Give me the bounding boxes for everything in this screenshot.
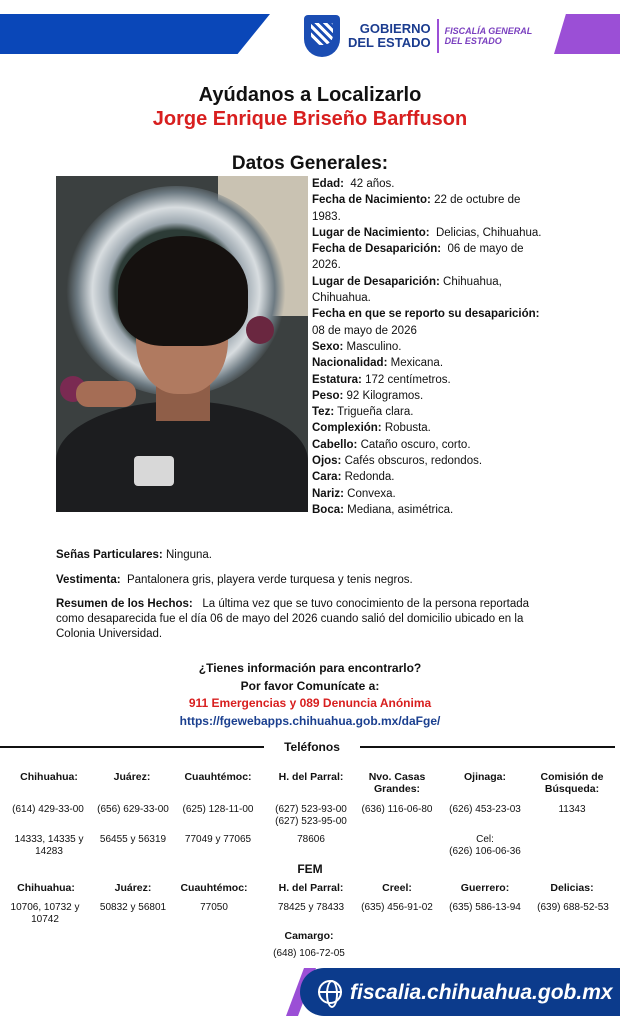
- tel-head-juarez: Juárez:: [113, 771, 151, 783]
- tel-ojinaga-2: Cel: (626) 106-06-36: [449, 834, 521, 857]
- fem-camargo: (648) 106-72-05: [273, 948, 345, 959]
- tel-parral-2: 78606: [297, 834, 325, 845]
- detail-cara: Cara: Redonda.: [312, 471, 395, 484]
- gobierno-line: GOBIERNO: [359, 21, 431, 36]
- tel-juarez-1: (656) 629-33-00: [97, 804, 169, 815]
- tel-casas-1: (636) 116-06-80: [361, 804, 433, 815]
- person-photo: [56, 176, 308, 512]
- gobierno-text: [348, 22, 431, 50]
- fiscalia-line-2: DEL ESTADO: [444, 36, 502, 46]
- fem-head-chihuahua: Chihuahua:: [17, 882, 75, 894]
- header-purple-bar: [554, 14, 620, 54]
- telefonos-heading: Teléfonos: [284, 740, 340, 754]
- detail-frep: Fecha en que se reporto su desaparición:: [312, 308, 540, 321]
- header-blue-bar: [0, 14, 270, 54]
- person-name: Jorge Enrique Briseño Barffuson: [152, 108, 468, 130]
- detail-edad: Edad: 42 años.: [312, 178, 395, 190]
- detail-fnac-2: 1983.: [312, 210, 341, 223]
- detail-tez: Tez: Trigueña clara.: [312, 406, 414, 419]
- fiscalia-text: [445, 26, 533, 46]
- contact-block: [0, 660, 620, 730]
- fem-creel: (635) 456-91-02: [361, 902, 433, 913]
- tel-ojinaga-1: (626) 453-23-03: [449, 804, 521, 815]
- tel-parral-1: (627) 523-93-00 (627) 523-95-00: [275, 804, 347, 827]
- fiscalia-line: FISCALÍA GENERAL: [444, 26, 533, 36]
- tel-juarez-2: 56455 y 56319: [99, 834, 167, 845]
- fem-head-cuauhtemoc: Cuauhtémoc:: [180, 882, 248, 894]
- logo-divider: [437, 19, 439, 53]
- globe-icon: [318, 980, 342, 1004]
- fem-parral: 78425 y 78433: [277, 902, 345, 913]
- fem-head-juarez: Juárez:: [114, 882, 152, 894]
- tel-cuauhtemoc-2: 77049 y 77065: [184, 834, 252, 845]
- report-link[interactable]: https://fgewebapps.chihuahua.gob.mx/daFge/: [179, 713, 441, 728]
- ask-question: ¿Tienes información para encontrarlo?: [198, 661, 422, 675]
- detail-est: Estatura: 172 centímetros.: [312, 373, 451, 386]
- tel-chihuahua-1: (614) 429-33-00: [12, 804, 84, 815]
- detail-nac: Nacionalidad: Mexicana.: [312, 357, 444, 370]
- detail-fdes: Fecha de Desaparición: 06 de mayo de: [312, 243, 524, 256]
- shield-icon: [304, 15, 340, 57]
- fem-heading: FEM: [297, 862, 323, 876]
- tel-chihuahua-2: 14333, 14335 y 14283: [14, 834, 84, 857]
- fem-head-delicias: Delicias:: [550, 882, 594, 894]
- tel-head-ojinaga: Ojinaga:: [463, 771, 506, 783]
- page-title: Ayúdanos a Localizarlo: [198, 84, 422, 106]
- fem-delicias: (639) 688-52-53: [537, 902, 609, 913]
- detail-lnac: Lugar de Nacimiento: Delicias, Chihuahua.: [312, 226, 542, 239]
- tel-head-comision: Comisión de Búsqueda:: [540, 771, 604, 795]
- senas-particulares: Señas Particulares: Ninguna.: [56, 549, 213, 561]
- divider-left: [0, 746, 264, 748]
- emergency-numbers: 911 Emergencias y 089 Denuncia Anónima: [188, 696, 432, 710]
- detail-peso: Peso: 92 Kilogramos.: [312, 389, 424, 402]
- fem-head-guerrero: Guerrero:: [460, 882, 510, 894]
- tel-head-parral: H. del Parral:: [278, 771, 344, 783]
- detail-ojos: Ojos: Cafés obscuros, redondos.: [312, 455, 483, 468]
- detail-cab: Cabello: Cataño oscuro, corto.: [312, 438, 471, 451]
- fem-guerrero: (635) 586-13-94: [449, 902, 521, 913]
- detail-fnac: Fecha de Nacimiento: 22 de octubre de: [312, 194, 521, 207]
- fem-juarez: 50832 y 56801: [99, 902, 167, 913]
- del-estado-line: DEL ESTADO: [348, 35, 431, 50]
- detail-ldes-2: Chihuahua.: [312, 292, 371, 305]
- detail-frep-2: 08 de mayo de 2026: [312, 324, 417, 337]
- government-logo: [304, 14, 554, 58]
- resumen-hechos: Resumen de los Hechos: La última vez que se tuvo conocimiento de la persona reportada como desaparecida fue el día 06 de mayo del 2026 cuando salió del domicilio ubicado en la Colonia Universidad.: [56, 598, 530, 640]
- fem-chihuahua: 10706, 10732 y 10742: [10, 902, 80, 925]
- fem-head-camargo: Camargo:: [284, 930, 334, 942]
- footer-website[interactable]: fiscalia.chihuahua.gob.mx: [350, 981, 613, 1004]
- fem-head-creel: Creel:: [382, 882, 412, 894]
- fem-head-parral: H. del Parral:: [278, 882, 344, 894]
- details-list: [312, 176, 612, 518]
- detail-comp: Complexión: Robusta.: [312, 422, 431, 435]
- fem-cuauhtemoc: 77050: [200, 902, 228, 913]
- detail-sexo: Sexo: Masculino.: [312, 340, 402, 353]
- divider-right: [360, 746, 615, 748]
- tel-head-casas: Nvo. Casas Grandes:: [368, 771, 426, 795]
- ask-contact: Por favor Comunícate a:: [240, 678, 380, 693]
- tel-head-cuauhtemoc: Cuauhtémoc:: [184, 771, 252, 783]
- tel-cuauhtemoc-1: (625) 128-11-00: [182, 804, 254, 815]
- datos-heading: Datos Generales:: [231, 153, 389, 174]
- detail-ldes: Lugar de Desaparición: Chihuahua,: [312, 275, 502, 288]
- tel-comision-1: 11343: [558, 804, 586, 815]
- vestimenta: Vestimenta: Pantalonera gris, playera verde turquesa y tenis negros.: [56, 574, 413, 586]
- detail-boca: Boca: Mediana, asimétrica.: [312, 503, 454, 516]
- detail-fdes-2: 2026.: [312, 259, 341, 272]
- detail-nariz: Nariz: Convexa.: [312, 487, 396, 500]
- tel-head-chihuahua: Chihuahua:: [20, 771, 78, 783]
